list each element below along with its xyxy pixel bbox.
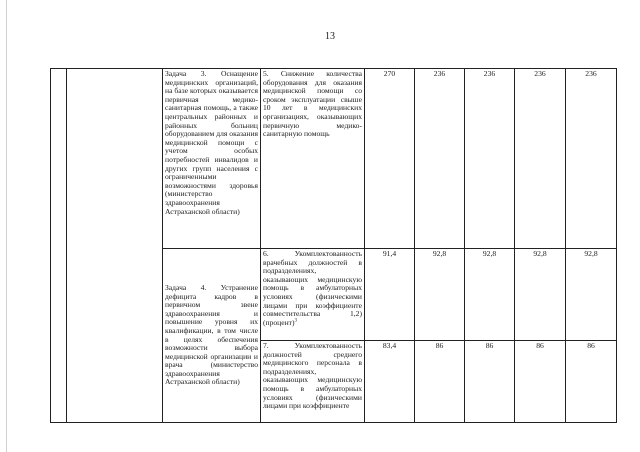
table-row [51,69,617,249]
value-cell: 91,4 [365,249,415,341]
task-cell: Задача 4. Устранение дефицита кадров в первичном звене здравоохранения и повышение уровня их квалификации, в том числе в целях обеспечения возможности выбора медицинской организации и врача (министерство здравоохранения Астраханской области) [163,249,261,423]
indicator-cell [261,249,365,341]
value-cell: 86 [465,341,515,423]
indicator-cell: 5. Снижение количества оборудования для оказания медицинской помощи со сроком эксплуатации свыше 10 лет в медицинских организациях, оказывающих первичную медико-санитарную помощь [261,69,365,249]
value-cell: 92,8 [566,249,617,341]
page-number: 13 [325,31,335,42]
value-cell: 236 [415,69,465,249]
scan-edge [6,0,7,452]
goal-column-cell [67,69,163,423]
value-cell: 270 [365,69,415,249]
value-cell: 86 [515,341,566,423]
indicators-table [50,68,617,423]
value-cell: 236 [566,69,617,249]
indicator-cell: 7. Укомплектованность должностей среднего медицинского персонала в подразделениях, оказывающих медицинскую помощь в амбулаторных условиях (физическими лицами при коэффициенте [261,341,365,423]
value-cell: 236 [465,69,515,249]
task-cell: Задача 3. Оснащение медицинских организаций, на базе которых оказывается первичная медико-санитарная помощь, а также центральных районных и районных больниц оборудованием для оказания медицинской помощи с учетом особых потребностей инвалидов и других групп населения с ограниченными возможностями здоровья (министерство здравоохранения Астраханской области) [163,69,261,249]
value-cell: 92,8 [515,249,566,341]
value-cell: 92,8 [465,249,515,341]
footnote-mark: 3 [294,318,298,324]
value-cell: 236 [515,69,566,249]
value-cell: 92,8 [415,249,465,341]
value-cell: 86 [415,341,465,423]
value-cell: 86 [566,341,617,423]
value-cell: 83,4 [365,341,415,423]
number-column-cell [51,69,67,423]
indicator-text: 6. Укомплектованность врачебных должностей в подразделениях, оказывающих медицинскую помощь в амбулаторных условиях (физическими лицами при коэффициенте совместительства 1,2) (процент) [263,249,362,327]
